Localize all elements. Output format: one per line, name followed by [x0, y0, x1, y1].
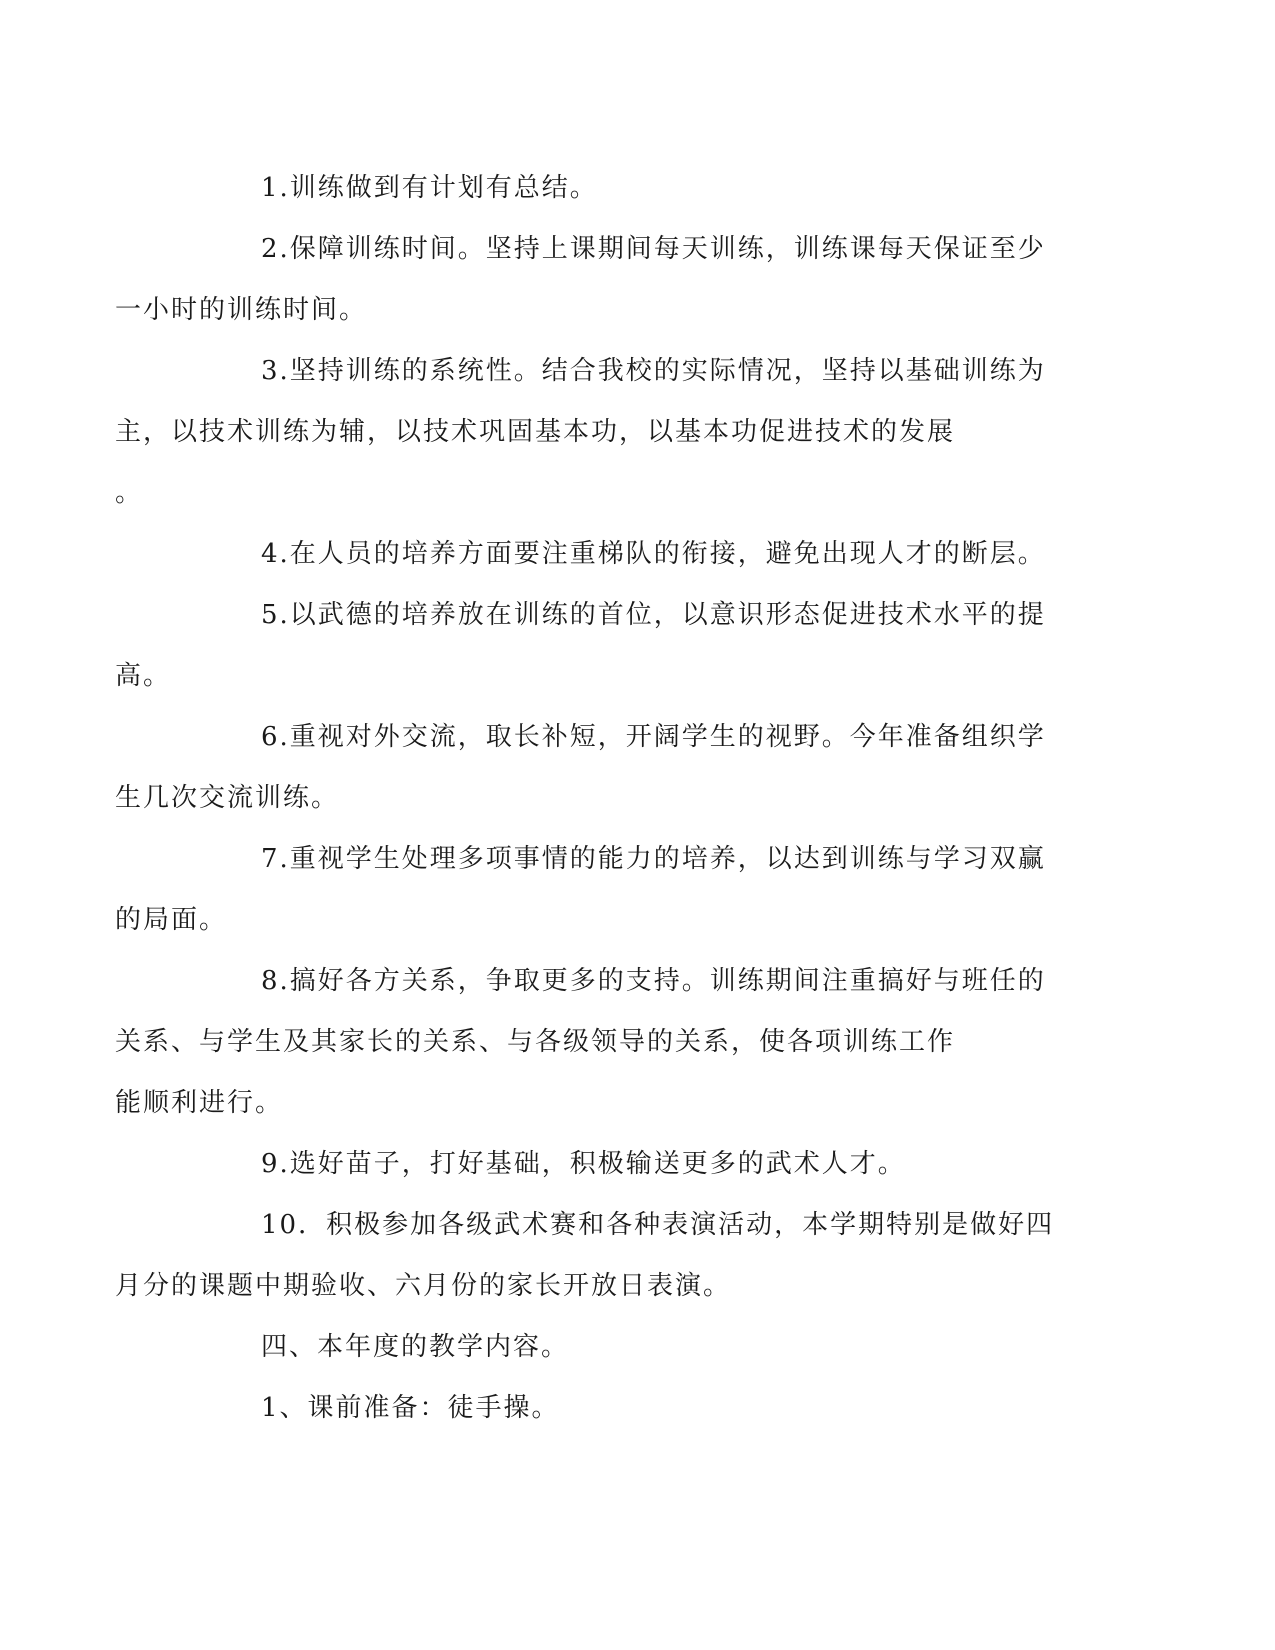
text-line: 。 — [115, 478, 144, 508]
document-body — [115, 158, 1068, 1439]
text-line: 能顺利进行。 — [115, 1088, 284, 1118]
text-line: 8.搞好各方关系，争取更多的支持。训练期间注重搞好与班任的 — [261, 966, 1046, 996]
text-line: 关系、与学生及其家长的关系、与各级领导的关系，使各项训练工作 — [115, 1027, 956, 1057]
text-line: 7.重视学生处理多项事情的能力的培养，以达到训练与学习双赢 — [261, 844, 1046, 874]
text-line: 一小时的训练时间。 — [115, 295, 368, 325]
paragraph-5 — [115, 585, 1068, 707]
text-line: 5.以武德的培养放在训练的首位，以意识形态促进技术水平的提 — [261, 600, 1046, 630]
text-line: 生几次交流训练。 — [115, 783, 340, 813]
paragraph-6 — [115, 707, 1068, 829]
paragraph-7 — [115, 829, 1068, 951]
paragraph-1 — [188, 158, 1068, 219]
paragraph-2 — [115, 219, 1068, 341]
text-line: 主，以技术训练为辅，以技术巩固基本功，以基本功促进技术的发展 — [115, 417, 956, 447]
section-heading — [188, 1317, 1068, 1378]
text-line: 高。 — [115, 661, 172, 691]
paragraph-11 — [188, 1378, 1068, 1439]
text-line: 10．积极参加各级武术赛和各种表演活动，本学期特别是做好四 — [261, 1210, 1055, 1240]
text-line: 9.选好苗子，打好基础，积极输送更多的武术人才。 — [261, 1149, 906, 1179]
text-line: 3.坚持训练的系统性。结合我校的实际情况，坚持以基础训练为 — [261, 356, 1046, 386]
text-line: 四、本年度的教学内容。 — [261, 1332, 570, 1362]
text-line: 4.在人员的培养方面要注重梯队的衔接，避免出现人才的断层。 — [261, 539, 1046, 569]
paragraph-8 — [115, 951, 1068, 1134]
paragraph-3 — [115, 341, 1068, 524]
paragraph-4 — [188, 524, 1068, 585]
text-line: 1.训练做到有计划有总结。 — [261, 173, 598, 203]
text-line: 的局面。 — [115, 905, 228, 935]
paragraph-10 — [115, 1195, 1068, 1317]
paragraph-9 — [188, 1134, 1068, 1195]
text-line: 月分的课题中期验收、六月份的家长开放日表演。 — [115, 1271, 732, 1301]
text-line: 1、课前准备：徒手操。 — [261, 1393, 560, 1423]
text-line: 6.重视对外交流，取长补短，开阔学生的视野。今年准备组织学 — [261, 722, 1046, 752]
text-line: 2.保障训练时间。坚持上课期间每天训练，训练课每天保证至少 — [261, 234, 1046, 264]
